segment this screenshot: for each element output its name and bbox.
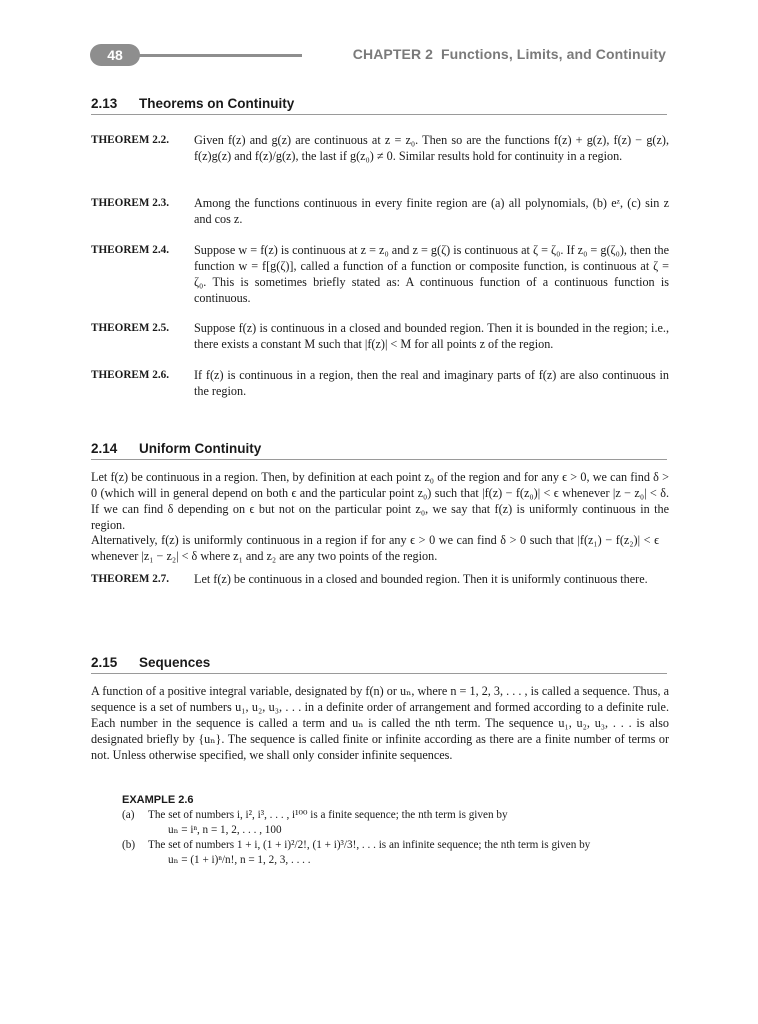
example-item-tag: (b)	[122, 839, 136, 851]
section-number: 2.13	[91, 96, 118, 111]
theorem-text: If f(z) is continuous in a region, then the real and imaginary parts of f(z) are also continuous in the region.	[194, 368, 669, 398]
example-item-text: The set of numbers 1 + i, (1 + i)²/2!, (1 + i)³/3!, . . . is an infinite sequence; the nth term is given by	[148, 839, 591, 851]
uniform-paragraph-1: Let f(z) be continuous in a region. Then, by definition at each point z₀ of the region and for any ϵ > 0, we can find δ > 0 (which will in general depend on both ϵ and the particular point z₀) such that |f(z) − f(z₀)| < ϵ whenever |z − z₀| < δ. If we can find δ depending on ϵ but not on the particular point z₀, we say that f(z) is uniformly continuous in the region.	[91, 470, 669, 532]
theorem-2-2	[91, 132, 669, 164]
section-title: Sequences	[139, 655, 211, 670]
example-item-formula: uₙ = (1 + i)ⁿ/n!, n = 1, 2, 3, . . . .	[168, 854, 311, 866]
section-heading-2-13	[91, 96, 667, 115]
section-number: 2.15	[91, 655, 118, 670]
uniform-paragraph-2: Alternatively, f(z) is uniformly continuous in a region if for any ϵ > 0 we can find δ > 0 such that |f(z₁) − f(z₂)| < ϵ whenever |z₁ − z₂| < δ where z₁ and z₂ are any two points of the region.	[91, 533, 659, 563]
theorem-label: THEOREM 2.5.	[91, 322, 170, 334]
page-number: 48	[90, 44, 140, 66]
theorem-2-7	[91, 571, 669, 587]
section-heading-2-14	[91, 441, 667, 460]
theorem-text: Let f(z) be continuous in a closed and bounded region. Then it is uniformly continuous there.	[194, 572, 648, 586]
theorem-label: THEOREM 2.6.	[91, 369, 170, 381]
section-heading-2-15	[91, 655, 667, 674]
chapter-heading	[353, 46, 666, 62]
chapter-label: CHAPTER 2	[352, 46, 434, 62]
theorem-label: THEOREM 2.2.	[91, 134, 170, 146]
theorem-2-3	[91, 195, 669, 227]
section-title: Uniform Continuity	[139, 441, 262, 456]
example-item-tag: (a)	[122, 809, 135, 821]
theorem-text: Given f(z) and g(z) are continuous at z = z₀. Then so are the functions f(z) + g(z), f(z) − g(z), f(z)g(z) and f(z)/g(z), the last if g(z₀) ≠ 0. Similar results hold for continuity in a region.	[194, 133, 669, 163]
theorem-label: THEOREM 2.7.	[91, 573, 170, 585]
example-item-a	[122, 808, 670, 838]
example-item-formula: uₙ = iⁿ, n = 1, 2, . . . , 100	[168, 824, 282, 836]
example-title: EXAMPLE 2.6	[122, 794, 194, 806]
theorem-2-4	[91, 242, 669, 306]
theorem-label: THEOREM 2.4.	[91, 244, 170, 256]
page-header	[90, 44, 666, 66]
theorem-text: Suppose f(z) is continuous in a closed and bounded region. Then it is bounded in the region; i.e., there exists a constant M such that |f(z)| < M for all points z of the region.	[194, 321, 669, 351]
example-item-b	[122, 838, 670, 868]
example-item-text: The set of numbers i, i², i³, . . . , i¹⁰⁰ is a finite sequence; the nth term is given by	[148, 809, 508, 821]
chapter-title: Functions, Limits, and Continuity	[441, 46, 666, 62]
theorem-text: Suppose w = f(z) is continuous at z = z₀ and z = g(ζ) is continuous at ζ = ζ₀. If z₀ = g(ζ₀), then the function w = f[g(ζ)], called a function of a function or composite function, is continuous at ζ = ζ₀. This is sometimes briefly stated as: A continuous function of a continuous function is continuous.	[194, 243, 669, 305]
theorem-label: THEOREM 2.3.	[91, 197, 170, 209]
theorem-2-5	[91, 320, 669, 352]
theorem-2-6	[91, 367, 669, 399]
sequences-paragraph: A function of a positive integral variable, designated by f(n) or uₙ, where n = 1, 2, 3, . . . , is called a sequence. Thus, a sequence is a set of numbers u₁, u₂, u₃, . . . in a definite order of arrangement and formed according to a definite rule. Each number in the sequence is called a term and uₙ is called the nth term. The sequence u₁, u₂, u₃, . . . is also designated briefly by {uₙ}. The sequence is called finite or infinite according as there are a finite number of terms or not. Unless otherwise specified, we shall only consider infinite sequences.	[91, 684, 669, 762]
section-number: 2.14	[91, 441, 118, 456]
header-rule	[138, 54, 302, 57]
theorem-text: Among the functions continuous in every finite region are (a) all polynomials, (b) eᶻ, (c) sin z and cos z.	[194, 196, 669, 226]
section-title: Theorems on Continuity	[139, 96, 295, 111]
